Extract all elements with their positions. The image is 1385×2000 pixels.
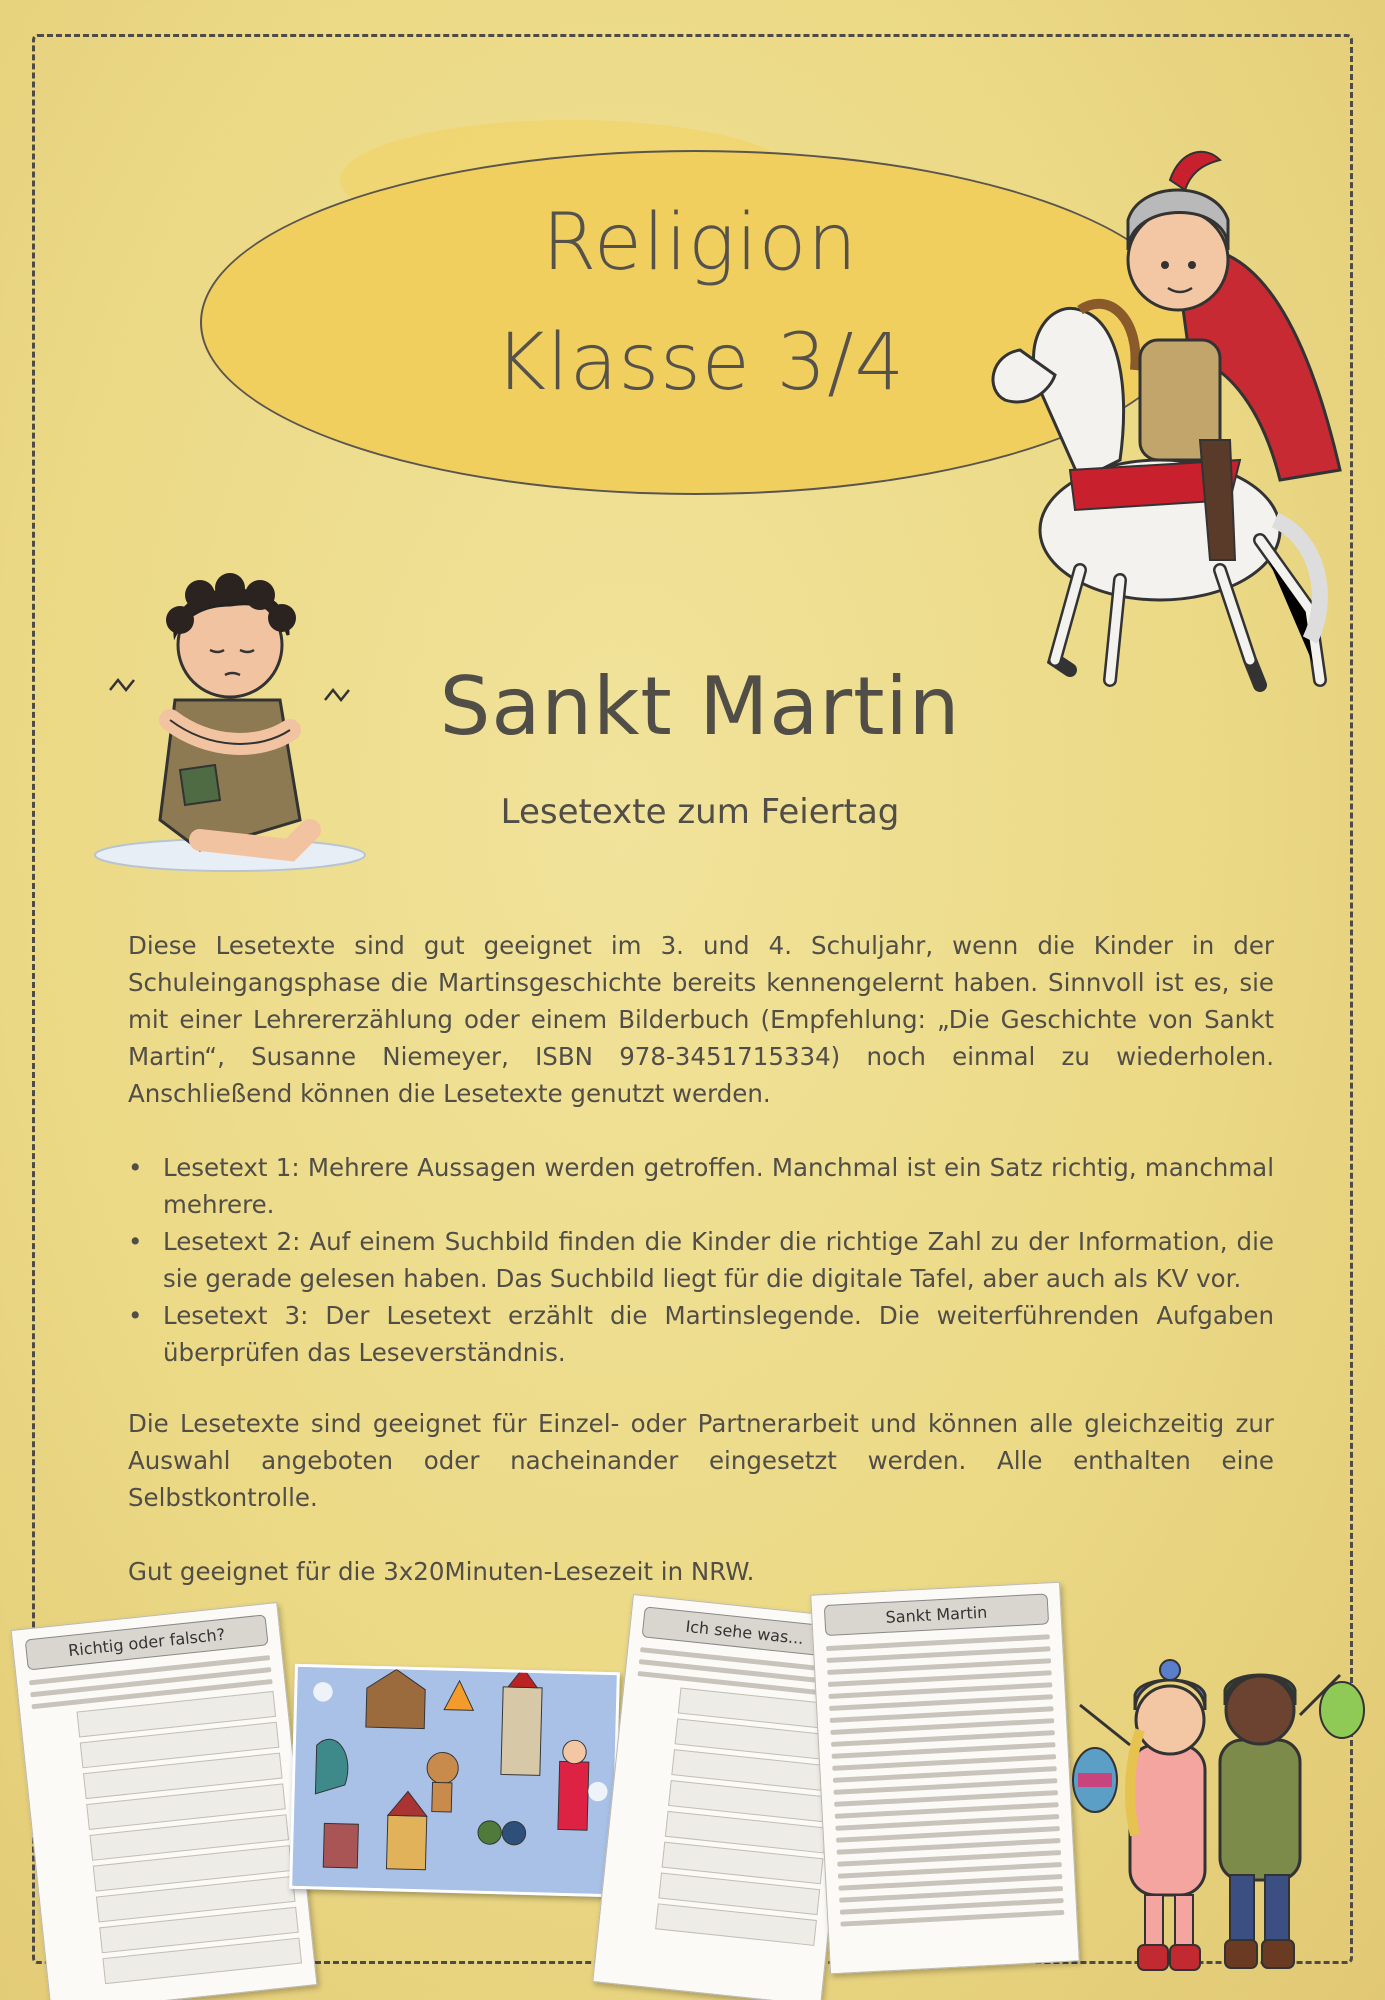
worksheet-title: Richtig oder falsch? xyxy=(25,1614,269,1670)
shivering-beggar-icon xyxy=(80,550,380,880)
title-line-religion: Religion xyxy=(542,198,858,288)
worksheet-title: Sankt Martin xyxy=(824,1593,1049,1636)
worksheet-title: Ich sehe was... xyxy=(642,1606,848,1658)
list-item: • Lesetext 1: Mehrere Aussagen werden getroffen. Manchmal ist ein Satz richtig, manchmal mehrere. xyxy=(128,1149,1274,1223)
nrw-note: Gut geeignet für die 3x20Minuten-Lesezeit in NRW. xyxy=(128,1557,755,1586)
page-subtitle: Lesetexte zum Feiertag xyxy=(500,792,900,832)
lesetext-list xyxy=(128,1149,1274,1371)
worksheet-preview-true-false xyxy=(11,1602,318,2000)
page-title: Sankt Martin xyxy=(439,660,961,753)
worksheet-preview-legend xyxy=(810,1582,1080,1975)
knight-on-horse-icon xyxy=(960,140,1350,710)
intro-paragraph: Diese Lesetexte sind gut geeignet im 3. und 4. Schuljahr, wenn die Kinder in der Schuleingangsphase die Martinsgeschichte bereits kennengelernt haben. Sinnvoll ist es, sie mit einer Lehrererzählung oder einem Bilderbuch (Empfehlung: „Die Geschichte von Sankt Martin“, Susanne Niemeyer, ISBN 978-3451715334) noch einmal zu wiederholen. Anschließend können die Lesetexte genutzt werden. xyxy=(128,931,1274,1108)
usage-paragraph: Die Lesetexte sind geeignet für Einzel- oder Partnerarbeit und können alle gleichzeitig zur Auswahl angeboten oder nacheinander eingesetzt werden. Alle enthalten eine Selbstkontrolle. xyxy=(128,1409,1274,1512)
list-item: • Lesetext 2: Auf einem Suchbild finden die Kinder die richtige Zahl zu der Information, die sie gerade gelesen haben. Das Suchbild liegt für die digitale Tafel, aber auch als KV vor. xyxy=(128,1223,1274,1297)
children-with-lanterns-icon xyxy=(1070,1635,1370,1980)
title-line-class: Klasse 3/4 xyxy=(494,318,906,408)
search-picture-preview xyxy=(289,1664,620,1897)
list-item: • Lesetext 3: Der Lesetext erzählt die Martinslegende. Die weiterführenden Aufgaben überprüfen das Leseverständnis. xyxy=(128,1297,1274,1371)
